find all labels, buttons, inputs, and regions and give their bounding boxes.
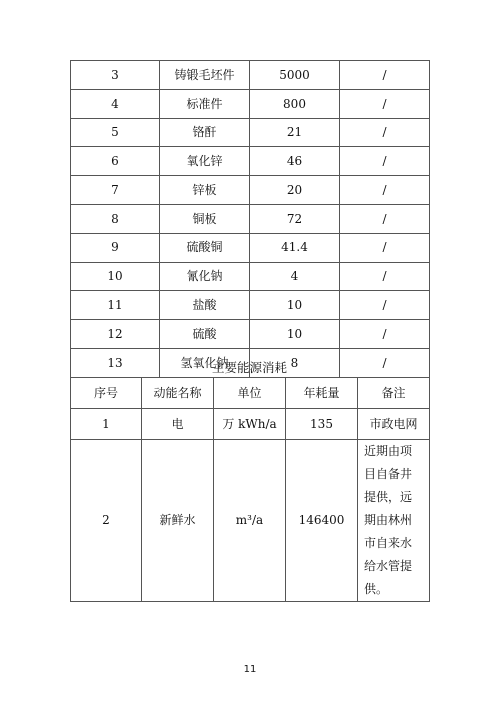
table-row <box>71 320 430 349</box>
cell-note: / <box>340 348 430 377</box>
cell-no: 2 <box>71 440 142 602</box>
energy-section-title: 主要能源消耗 <box>211 360 287 375</box>
cell-note: / <box>340 233 430 262</box>
cell-note: / <box>340 204 430 233</box>
header-cell-no: 序号 <box>71 378 142 409</box>
table-row <box>71 176 430 205</box>
cell-note: / <box>340 147 430 176</box>
table-row <box>71 89 430 118</box>
cell-amount: 146400 <box>286 440 358 602</box>
cell-note: 近期由项目自备井提供，远期由林州市自来水给水管提供。 <box>358 440 430 602</box>
cell-amount: 41.4 <box>250 233 340 262</box>
cell-name: 氰化钠 <box>160 262 250 291</box>
cell-no: 10 <box>71 262 160 291</box>
cell-note: / <box>340 262 430 291</box>
cell-name: 铬酐 <box>160 118 250 147</box>
table-row <box>71 262 430 291</box>
cell-note: / <box>340 320 430 349</box>
table-row <box>71 409 430 440</box>
table-row <box>71 204 430 233</box>
table-row <box>71 147 430 176</box>
cell-note: / <box>340 89 430 118</box>
cell-name: 氢氧化钠 <box>160 348 250 377</box>
cell-no: 5 <box>71 118 160 147</box>
header-cell-note: 备注 <box>358 378 430 409</box>
cell-name: 硫酸 <box>160 320 250 349</box>
cell-amount: 20 <box>250 176 340 205</box>
header-cell-name: 动能名称 <box>142 378 214 409</box>
cell-name: 铜板 <box>160 204 250 233</box>
cell-no: 7 <box>71 176 160 205</box>
cell-note: / <box>340 118 430 147</box>
cell-no: 4 <box>71 89 160 118</box>
materials-table <box>70 60 430 378</box>
cell-amount: 135 <box>286 409 358 440</box>
cell-amount: 10 <box>250 291 340 320</box>
table-row <box>71 440 430 602</box>
cell-no: 6 <box>71 147 160 176</box>
cell-name: 盐酸 <box>160 291 250 320</box>
cell-unit: m³/a <box>214 440 286 602</box>
table-row <box>71 61 430 90</box>
cell-amount: 72 <box>250 204 340 233</box>
cell-no: 11 <box>71 291 160 320</box>
cell-name: 锌板 <box>160 176 250 205</box>
energy-table <box>70 377 430 602</box>
cell-note: / <box>340 61 430 90</box>
table-row <box>71 291 430 320</box>
cell-amount: 5000 <box>250 61 340 90</box>
cell-name: 铸锻毛坯件 <box>160 61 250 90</box>
cell-amount: 8 <box>250 348 340 377</box>
cell-amount: 4 <box>250 262 340 291</box>
cell-note: 市政电网 <box>358 409 430 440</box>
table-row <box>71 233 430 262</box>
energy-header-row <box>71 378 430 409</box>
cell-amount: 800 <box>250 89 340 118</box>
cell-no: 8 <box>71 204 160 233</box>
cell-name: 氧化锌 <box>160 147 250 176</box>
cell-name: 硫酸铜 <box>160 233 250 262</box>
cell-amount: 10 <box>250 320 340 349</box>
header-cell-unit: 单位 <box>214 378 286 409</box>
table-row <box>71 118 430 147</box>
cell-name: 标准件 <box>160 89 250 118</box>
cell-no: 1 <box>71 409 142 440</box>
cell-name: 电 <box>142 409 214 440</box>
cell-name: 新鲜水 <box>142 440 214 602</box>
cell-amount: 46 <box>250 147 340 176</box>
cell-no: 12 <box>71 320 160 349</box>
page-number: 11 <box>243 664 257 675</box>
cell-note: / <box>340 176 430 205</box>
cell-unit: 万 kWh/a <box>214 409 286 440</box>
header-cell-amount: 年耗量 <box>286 378 358 409</box>
cell-no: 13 <box>71 348 160 377</box>
cell-no: 3 <box>71 61 160 90</box>
cell-note: / <box>340 291 430 320</box>
cell-no: 9 <box>71 233 160 262</box>
cell-amount: 21 <box>250 118 340 147</box>
